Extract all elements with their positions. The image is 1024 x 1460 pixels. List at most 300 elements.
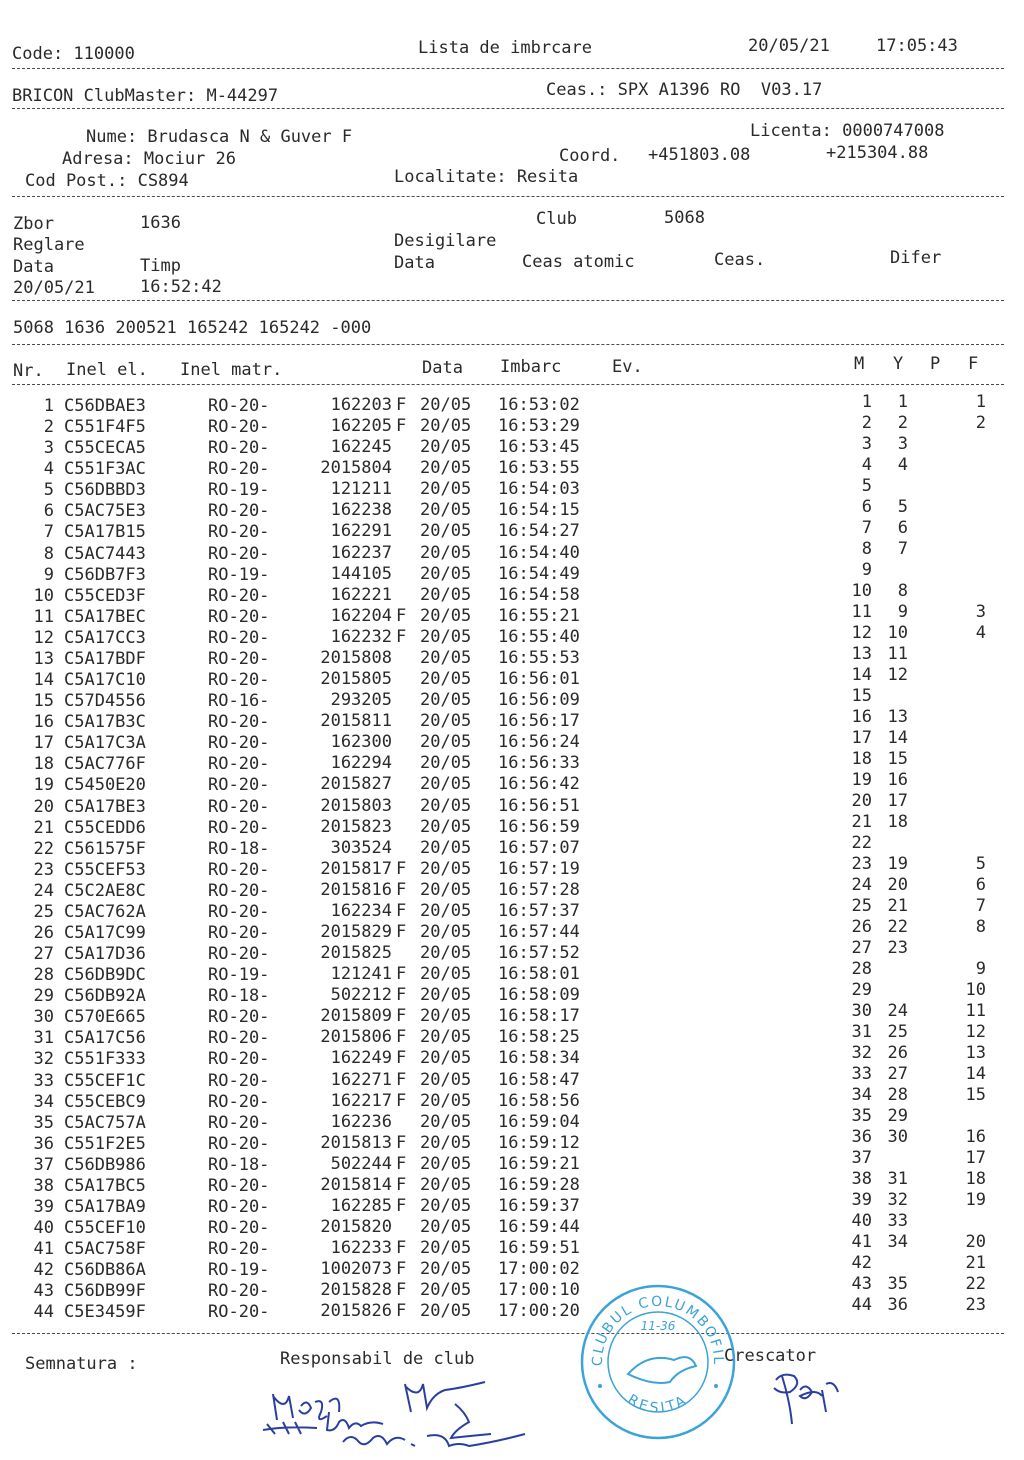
ring-number: 2015827 — [320, 774, 392, 795]
signature-label: Semnatura : — [25, 1354, 138, 1374]
embark-date: 20/05 — [420, 1132, 472, 1153]
ring-country-year: RO-20- — [208, 585, 270, 606]
ring-country-year: RO-20- — [208, 754, 270, 775]
row-number: 15 — [33, 691, 54, 712]
embark-time: 16:58:09 — [498, 985, 580, 1006]
col-m-value: 3 — [861, 434, 872, 455]
col-f-value: 23 — [965, 1295, 986, 1316]
embark-date: 20/05 — [420, 605, 472, 626]
row-number: 35 — [33, 1112, 54, 1133]
reglare-time: 16:52:42 — [140, 277, 222, 297]
ring-country-year: RO-20- — [208, 944, 270, 965]
ring-number: 2015817 — [320, 858, 392, 879]
col-m-value: 1 — [861, 392, 872, 412]
col-m-value: 42 — [851, 1253, 872, 1274]
row-number: 32 — [33, 1049, 54, 1070]
embark-time: 16:57:52 — [498, 943, 580, 964]
col-m-value: 30 — [851, 1001, 872, 1022]
electronic-ring: C5A17BEC — [64, 606, 146, 627]
col-y-value: 18 — [887, 812, 908, 833]
electronic-ring: C5AC75E3 — [64, 501, 146, 522]
embark-time: 16:54:58 — [498, 584, 580, 605]
ring-number: 162204 — [330, 605, 392, 626]
code-label: Code: 110000 — [12, 44, 135, 64]
col-y-value: 10 — [887, 623, 908, 644]
row-number: 17 — [33, 733, 54, 754]
ring-country-year: RO-20- — [208, 880, 270, 901]
row-number: 1 — [43, 396, 54, 416]
row-number: 19 — [33, 775, 54, 796]
ring-number: 293205 — [330, 690, 392, 711]
divider — [12, 1333, 1004, 1334]
col-y-value: 12 — [887, 665, 908, 686]
col-m-value: 14 — [851, 665, 872, 686]
embark-date: 20/05 — [420, 416, 472, 437]
ring-number: 162237 — [330, 542, 392, 563]
electronic-ring: C5AC776F — [64, 754, 146, 775]
col-f-value: 8 — [975, 917, 986, 938]
col-y-value: 4 — [897, 455, 908, 476]
electronic-ring: C5A17BE3 — [64, 796, 146, 817]
col-m-value: 38 — [851, 1169, 872, 1190]
ring-number: 2015805 — [320, 669, 392, 690]
col-y-value: 30 — [887, 1127, 908, 1148]
ring-country-year: RO-20- — [208, 1239, 270, 1260]
locality: Localitate: Resita — [394, 167, 579, 187]
embark-date: 20/05 — [420, 458, 472, 479]
ring-number: 2015809 — [320, 1006, 392, 1027]
ring-country-year: RO-20- — [208, 1028, 270, 1049]
col-y-value: 35 — [887, 1274, 908, 1295]
ring-number: 162300 — [330, 732, 392, 753]
row-number: 26 — [33, 923, 54, 943]
col-f-value: 18 — [965, 1169, 986, 1190]
electronic-ring: C5A17C56 — [64, 1028, 146, 1049]
ring-flag: F — [396, 1153, 407, 1174]
embark-time: 16:56:51 — [498, 795, 580, 816]
embark-date: 20/05 — [420, 1280, 472, 1301]
col-m-value: 8 — [861, 539, 872, 560]
electronic-ring: C55CEF53 — [64, 859, 146, 880]
ring-number: 162233 — [330, 1238, 392, 1259]
ring-number: 2015825 — [320, 943, 392, 964]
ring-number: 502212 — [330, 985, 392, 1006]
embark-time: 16:58:17 — [498, 1006, 580, 1027]
col-y-value: 36 — [887, 1295, 908, 1316]
col-m-value: 17 — [851, 728, 872, 749]
embark-time: 16:54:15 — [498, 500, 580, 521]
embark-time: 16:58:56 — [498, 1090, 580, 1111]
embark-time: 16:55:21 — [498, 605, 580, 626]
electronic-ring: C56DB7F3 — [64, 564, 146, 585]
ring-number: 144105 — [330, 563, 392, 584]
electronic-ring: C5AC7443 — [64, 543, 146, 564]
embark-time: 16:59:04 — [498, 1111, 580, 1132]
desigilare-label: Desigilare — [394, 231, 497, 251]
col-m-value: 7 — [861, 518, 872, 539]
ring-flag: F — [396, 1174, 407, 1195]
ring-flag: F — [396, 922, 407, 942]
ring-flag: F — [396, 1301, 407, 1322]
ring-flag: F — [396, 1048, 407, 1069]
electronic-ring: C5C2AE8C — [64, 880, 146, 901]
embark-time: 16:57:19 — [498, 858, 580, 879]
ring-flag: F — [396, 416, 407, 437]
ring-country-year: RO-20- — [208, 438, 270, 459]
col-m-value: 16 — [851, 707, 872, 728]
embark-time: 16:53:45 — [498, 437, 580, 458]
embark-time: 16:59:37 — [498, 1196, 580, 1217]
electronic-ring: C5A17BDF — [64, 648, 146, 669]
col-ev: Ev. — [612, 357, 643, 377]
embark-date: 20/05 — [420, 1027, 472, 1048]
ring-country-year: RO-20- — [208, 775, 270, 796]
ring-country-year: RO-20- — [208, 670, 270, 691]
col-y-value: 28 — [887, 1085, 908, 1106]
ring-country-year: RO-20- — [208, 417, 270, 438]
row-number: 27 — [33, 944, 54, 965]
col-f-value: 1 — [975, 392, 986, 412]
stamp-bottom-text: RESITA — [624, 1391, 692, 1417]
electronic-ring: C5A17CC3 — [64, 627, 146, 648]
embark-time: 16:56:33 — [498, 753, 580, 774]
ring-flag: F — [396, 605, 407, 626]
col-y-value: 14 — [887, 728, 908, 749]
reglare-label: Reglare — [13, 235, 85, 255]
embark-date: 20/05 — [420, 1174, 472, 1195]
row-number: 38 — [33, 1175, 54, 1196]
col-m-value: 24 — [851, 875, 872, 896]
ring-flag: F — [396, 985, 407, 1006]
col-f-value: 3 — [975, 602, 986, 623]
embark-date: 20/05 — [420, 879, 472, 900]
embark-time: 16:53:29 — [498, 416, 580, 437]
electronic-ring: C55CEBC9 — [64, 1091, 146, 1112]
electronic-ring: C551F2E5 — [64, 1133, 146, 1154]
electronic-ring: C5A17C10 — [64, 670, 146, 691]
ring-flag: F — [396, 1006, 407, 1027]
row-number: 29 — [33, 986, 54, 1007]
breeder-signature — [760, 1362, 850, 1436]
ring-country-year: RO-20- — [208, 1112, 270, 1133]
col-f-value: 9 — [975, 959, 986, 980]
embark-date: 20/05 — [420, 1153, 472, 1174]
license-number: Licenta: 0000747008 — [750, 121, 945, 141]
col-y-value: 27 — [887, 1064, 908, 1085]
electronic-ring: C551F333 — [64, 1049, 146, 1070]
row-number: 37 — [33, 1154, 54, 1175]
col-f-value: 14 — [965, 1064, 986, 1085]
divider — [12, 196, 1004, 197]
electronic-ring: C551F3AC — [64, 459, 146, 480]
row-number: 44 — [33, 1302, 54, 1323]
embark-date: 20/05 — [420, 626, 472, 647]
col-m-value: 13 — [851, 644, 872, 665]
electronic-ring: C5A17D36 — [64, 944, 146, 965]
ring-number: 162249 — [330, 1048, 392, 1069]
ring-number: 162232 — [330, 626, 392, 647]
breeder-label: Crescator — [724, 1346, 817, 1366]
ring-number: 162236 — [330, 1111, 392, 1132]
col-y: Y — [893, 354, 904, 374]
electronic-ring: C5AC757A — [64, 1112, 146, 1133]
row-number: 16 — [33, 712, 54, 733]
col-m: M — [854, 354, 865, 374]
row-number: 31 — [33, 1028, 54, 1049]
ring-number: 162238 — [330, 500, 392, 521]
row-number: 4 — [43, 459, 54, 480]
embark-date: 20/05 — [420, 774, 472, 795]
ring-flag: F — [396, 395, 407, 415]
embark-date: 20/05 — [420, 732, 472, 753]
row-number: 40 — [33, 1218, 54, 1239]
ring-flag: F — [396, 626, 407, 647]
electronic-ring: C570E665 — [64, 1007, 146, 1028]
row-number: 11 — [33, 606, 54, 627]
col-y-value: 15 — [887, 749, 908, 770]
embark-time: 16:54:03 — [498, 479, 580, 500]
ring-number: 2015803 — [320, 795, 392, 816]
row-number: 18 — [33, 754, 54, 775]
ring-country-year: RO-20- — [208, 1197, 270, 1218]
row-number: 43 — [33, 1281, 54, 1302]
ring-country-year: RO-20- — [208, 459, 270, 480]
row-number: 12 — [33, 627, 54, 648]
col-y-value: 24 — [887, 1001, 908, 1022]
embark-time: 16:53:55 — [498, 458, 580, 479]
electronic-ring: C56DB986 — [64, 1154, 146, 1175]
ring-number: 2015826 — [320, 1301, 392, 1322]
col-m-value: 6 — [861, 497, 872, 518]
ring-number: 303524 — [330, 837, 392, 858]
col-m-value: 23 — [851, 854, 872, 875]
ring-number: 1002073 — [320, 1259, 392, 1280]
ring-country-year: RO-19- — [208, 1260, 270, 1281]
ring-country-year: RO-20- — [208, 522, 270, 543]
col-f-value: 2 — [975, 413, 986, 434]
responsible-signature — [255, 1372, 545, 1460]
col-y-value: 19 — [887, 854, 908, 875]
ring-number: 2015816 — [320, 879, 392, 900]
embark-time: 16:59:44 — [498, 1217, 580, 1238]
col-m-value: 27 — [851, 938, 872, 959]
col-y-value: 21 — [887, 896, 908, 917]
flight-label: Zbor — [13, 214, 54, 234]
col-f-value: 22 — [965, 1274, 986, 1295]
embark-time: 16:56:17 — [498, 711, 580, 732]
divider — [12, 300, 1004, 301]
electronic-ring: C56DB92A — [64, 986, 146, 1007]
ring-country-year: RO-20- — [208, 859, 270, 880]
print-date: 20/05/21 — [748, 36, 830, 56]
col-y-value: 33 — [887, 1211, 908, 1232]
flight-summary: 5068 1636 200521 165242 165242 -000 — [13, 318, 372, 338]
ring-country-year: RO-20- — [208, 543, 270, 564]
col-f-value: 17 — [965, 1148, 986, 1169]
ring-flag: F — [396, 879, 407, 900]
embark-time: 16:56:24 — [498, 732, 580, 753]
col-y-value: 6 — [897, 518, 908, 539]
ring-country-year: RO-20- — [208, 501, 270, 522]
col-f-value: 16 — [965, 1127, 986, 1148]
divider — [12, 68, 1004, 69]
col-f: F — [968, 354, 979, 374]
col-f-value: 6 — [975, 875, 986, 896]
col-m-value: 22 — [851, 833, 872, 854]
electronic-ring: C551F4F5 — [64, 417, 146, 438]
col-y-value: 7 — [897, 539, 908, 560]
reglare-time-label: Timp — [140, 256, 181, 276]
embark-time: 16:56:42 — [498, 774, 580, 795]
row-number: 7 — [43, 522, 54, 543]
col-y-value: 32 — [887, 1190, 908, 1211]
ring-country-year: RO-18- — [208, 986, 270, 1007]
ring-number: 162203 — [330, 395, 392, 415]
col-m-value: 43 — [851, 1274, 872, 1295]
col-y-value: 13 — [887, 707, 908, 728]
row-number: 36 — [33, 1133, 54, 1154]
ring-number: 2015829 — [320, 922, 392, 942]
embark-time: 16:57:07 — [498, 837, 580, 858]
electronic-ring: C57D4556 — [64, 691, 146, 712]
embark-date: 20/05 — [420, 1111, 472, 1132]
embark-time: 16:57:44 — [498, 922, 580, 942]
col-m-value: 10 — [851, 581, 872, 602]
ring-country-year: RO-20- — [208, 1218, 270, 1239]
embark-time: 16:53:02 — [498, 395, 580, 415]
embark-date: 20/05 — [420, 563, 472, 584]
embark-time: 16:55:40 — [498, 626, 580, 647]
ring-flag: F — [396, 900, 407, 921]
row-number: 23 — [33, 859, 54, 880]
electronic-ring: C5450E20 — [64, 775, 146, 796]
row-number: 41 — [33, 1239, 54, 1260]
col-m-value: 41 — [851, 1232, 872, 1253]
col-m-value: 26 — [851, 917, 872, 938]
embark-date: 20/05 — [420, 479, 472, 500]
row-number: 33 — [33, 1070, 54, 1091]
col-m-value: 29 — [851, 980, 872, 1001]
embark-date: 20/05 — [420, 711, 472, 732]
ring-flag: F — [396, 858, 407, 879]
ring-number: 2015804 — [320, 458, 392, 479]
embark-time: 17:00:20 — [498, 1301, 580, 1322]
row-number: 25 — [33, 901, 54, 922]
col-m-value: 33 — [851, 1064, 872, 1085]
embark-time: 16:56:59 — [498, 816, 580, 837]
col-m-value: 39 — [851, 1190, 872, 1211]
row-number: 6 — [43, 501, 54, 522]
ring-country-year: RO-20- — [208, 796, 270, 817]
coord-latitude: +451803.08 — [648, 145, 751, 165]
electronic-ring: C5A17BC5 — [64, 1175, 146, 1196]
embark-date: 20/05 — [420, 943, 472, 964]
ring-country-year: RO-20- — [208, 712, 270, 733]
embark-time: 16:54:49 — [498, 563, 580, 584]
ring-country-year: RO-20- — [208, 606, 270, 627]
embark-time: 16:59:51 — [498, 1238, 580, 1259]
reglare-date: 20/05/21 — [13, 278, 95, 298]
ring-number: 2015828 — [320, 1280, 392, 1301]
electronic-ring: C5A17B3C — [64, 712, 146, 733]
col-y-value: 29 — [887, 1106, 908, 1127]
divider — [12, 108, 1004, 109]
ring-flag: F — [396, 1196, 407, 1217]
electronic-ring: C55CECA5 — [64, 438, 146, 459]
embark-date: 20/05 — [420, 584, 472, 605]
ring-country-year: RO-20- — [208, 901, 270, 922]
ring-number: 2015813 — [320, 1132, 392, 1153]
col-y-value: 2 — [897, 413, 908, 434]
col-y-value: 23 — [887, 938, 908, 959]
col-m-value: 35 — [851, 1106, 872, 1127]
electronic-ring: C56DB9DC — [64, 965, 146, 986]
atomic-clock-label: Ceas atomic — [522, 252, 635, 272]
ring-number: 162221 — [330, 584, 392, 605]
ring-flag: F — [396, 1259, 407, 1280]
embark-date: 20/05 — [420, 1196, 472, 1217]
col-y-value: 20 — [887, 875, 908, 896]
embark-time: 17:00:02 — [498, 1259, 580, 1280]
embark-date: 20/05 — [420, 922, 472, 942]
club-stamp — [578, 1282, 738, 1442]
col-m-value: 5 — [861, 476, 872, 497]
ring-country-year: RO-20- — [208, 1133, 270, 1154]
ring-flag: F — [396, 1069, 407, 1090]
embark-time: 16:58:01 — [498, 964, 580, 985]
col-nr: Nr. — [13, 361, 44, 381]
electronic-ring: C5A17C99 — [64, 923, 146, 943]
embark-date: 20/05 — [420, 1301, 472, 1322]
row-number: 5 — [43, 480, 54, 501]
coord-label: Coord. — [559, 146, 621, 166]
flight-number: 1636 — [140, 213, 181, 233]
ring-number: 2015814 — [320, 1174, 392, 1195]
ring-country-year: RO-20- — [208, 627, 270, 648]
col-f-value: 11 — [965, 1001, 986, 1022]
embark-time: 16:56:01 — [498, 669, 580, 690]
col-y-value: 26 — [887, 1043, 908, 1064]
ring-number: 121211 — [330, 479, 392, 500]
embark-date: 20/05 — [420, 900, 472, 921]
postal-code: Cod Post.: CS894 — [25, 171, 189, 191]
col-y-value: 17 — [887, 791, 908, 812]
col-m-value: 37 — [851, 1148, 872, 1169]
ring-country-year: RO-18- — [208, 1154, 270, 1175]
electronic-ring: C5A17C3A — [64, 733, 146, 754]
embark-date: 20/05 — [420, 669, 472, 690]
col-m-value: 36 — [851, 1127, 872, 1148]
embark-date: 20/05 — [420, 1238, 472, 1259]
ring-number: 162271 — [330, 1069, 392, 1090]
document-title: Lista de imbrcare — [418, 38, 592, 58]
ring-country-year: RO-20- — [208, 817, 270, 838]
embark-time: 16:57:28 — [498, 879, 580, 900]
col-m-value: 15 — [851, 686, 872, 707]
ring-number: 2015808 — [320, 647, 392, 668]
row-number: 30 — [33, 1007, 54, 1028]
electronic-ring: C561575F — [64, 838, 146, 859]
row-number: 14 — [33, 670, 54, 691]
col-f-value: 5 — [975, 854, 986, 875]
col-m-value: 4 — [861, 455, 872, 476]
col-m-value: 25 — [851, 896, 872, 917]
col-f-value: 19 — [965, 1190, 986, 1211]
clock-col-label: Ceas. — [714, 250, 766, 270]
electronic-ring: C5AC762A — [64, 901, 146, 922]
electronic-ring: C5A17B15 — [64, 522, 146, 543]
col-f-value: 15 — [965, 1085, 986, 1106]
